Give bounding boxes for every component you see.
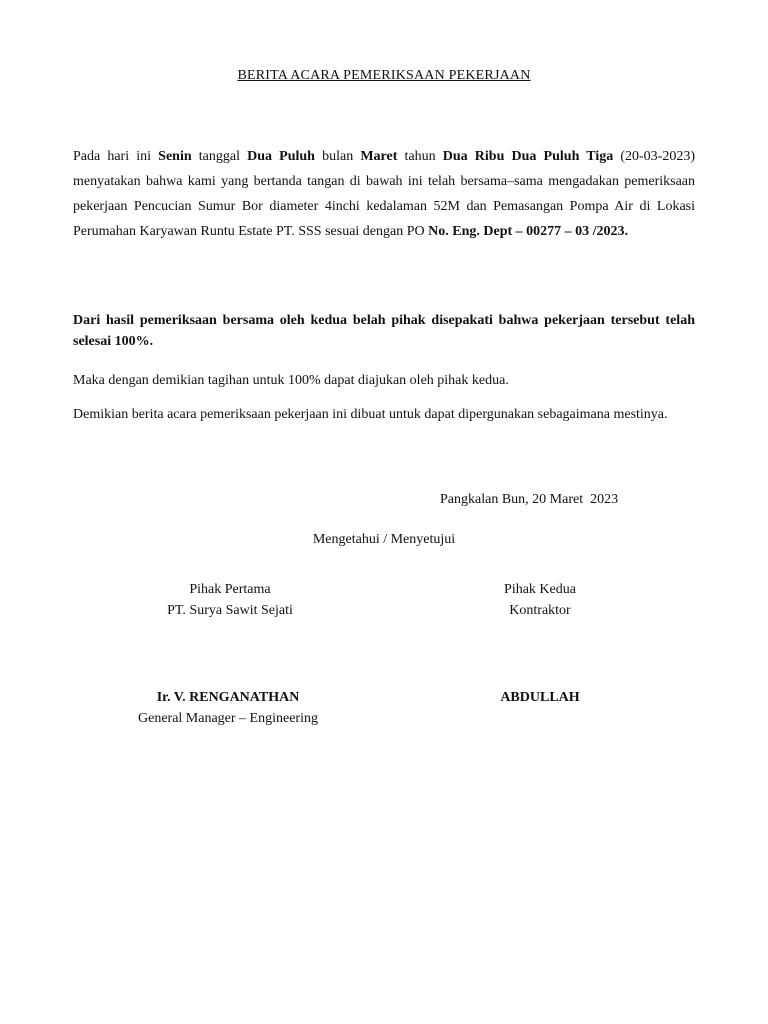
p1-text-2: tanggal	[191, 149, 248, 164]
approval-label: Mengetahui / Menyetujui	[312, 532, 456, 547]
party-one-role: Pihak Pertama	[189, 582, 271, 597]
place-date: Pangkalan Bun, 20 Maret 2023	[440, 492, 619, 507]
year-words: Dua Ribu Dua Puluh Tiga	[442, 149, 614, 164]
month-name: Maret	[360, 149, 398, 164]
date-words: Dua Puluh	[247, 149, 315, 164]
party-two-role: Pihak Kedua	[504, 582, 576, 597]
billing-paragraph: Maka dengan demikian tagihan untuk 100% dapat diajukan oleh pihak kedua.	[73, 373, 509, 388]
party-one-block	[130, 579, 330, 621]
party-one-signer-title: General Manager – Engineering	[138, 711, 318, 726]
party-one-company: PT. Surya Sawit Sejati	[167, 603, 293, 618]
result-paragraph: Dari hasil pemeriksaan bersama oleh kedua belah pihak disepakati bahwa pekerjaan tersebut telah selesai 100%.	[73, 313, 695, 349]
party-one-signature	[110, 687, 346, 729]
party-two-block	[440, 579, 640, 621]
po-number: No. Eng. Dept – 00277 – 03 /2023.	[428, 224, 629, 239]
p1-text-1: Pada hari ini	[73, 149, 159, 164]
document-title: BERITA ACARA PEMERIKSAAN PEKERJAAN	[237, 68, 531, 83]
party-two-signer-name: ABDULLAH	[500, 690, 580, 705]
day-name: Senin	[158, 149, 192, 164]
p1-text-4: tahun	[397, 149, 443, 164]
closing-paragraph: Demikian berita acara pemeriksaan pekerjaan ini dibuat untuk dapat dipergunakan sebagaimana mestinya.	[73, 407, 668, 422]
p1-text-3: bulan	[314, 149, 361, 164]
p1-text-5: (20-03-2023) menyatakan bahwa kami yang bertanda tangan di bawah ini telah bersama–sama mengadakan pemeriksaan pekerjaan Pencucian Sumur Bor diameter 4inchi kedalaman 52M dan Pemasangan Pompa Air di Lokasi Perumahan Karyawan Runtu Estate PT. SSS sesuai dengan PO	[73, 149, 696, 239]
party-one-signer-name: Ir. V. RENGANATHAN	[156, 690, 300, 705]
party-two-company: Kontraktor	[509, 603, 571, 618]
party-two-signature	[440, 687, 640, 708]
opening-paragraph	[73, 144, 695, 244]
